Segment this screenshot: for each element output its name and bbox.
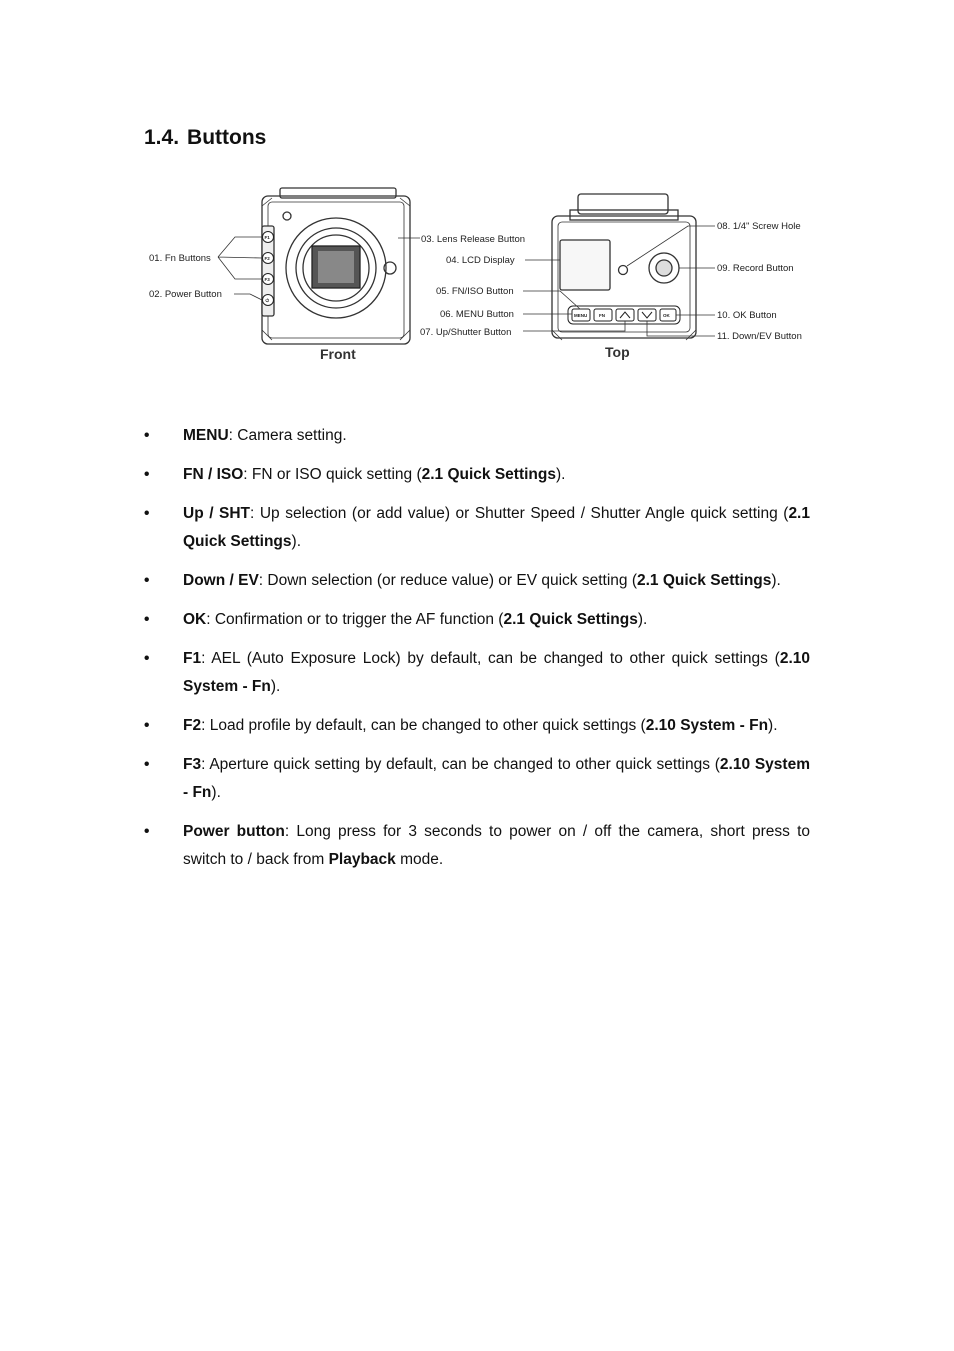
list-item: • F2: Load profile by default, can be changed to other quick settings (2.10 System - Fn).: [144, 712, 810, 740]
f1-button-text: F1: [264, 235, 270, 240]
f2-button-text: F2: [264, 256, 270, 261]
label-ok: 10. OK Button: [717, 310, 777, 321]
label-fn-buttons: 01. Fn Buttons: [149, 253, 211, 264]
section-heading: [144, 126, 266, 150]
front-caption: Front: [320, 346, 356, 362]
menu-button-text: MENU: [574, 313, 588, 318]
camera-buttons-diagram: [140, 180, 820, 380]
label-screw-hole: 08. 1/4" Screw Hole: [717, 221, 801, 232]
screw-hole: [619, 266, 628, 275]
label-down-ev: 11. Down/EV Button: [717, 331, 802, 342]
label-power-button: 02. Power Button: [149, 289, 222, 300]
power-button-symbol: ⏻: [265, 298, 270, 303]
ok-button-text: OK: [663, 313, 670, 318]
section-title: Buttons: [187, 126, 267, 149]
label-fn-iso: 05. FN/ISO Button: [436, 286, 514, 297]
list-item: • OK: Confirmation or to trigger the AF function (2.1 Quick Settings).: [144, 606, 810, 634]
top-caption: Top: [605, 344, 630, 360]
fn-button-text: FN: [599, 313, 605, 318]
label-menu: 06. MENU Button: [440, 309, 514, 320]
list-item: • Down / EV: Down selection (or reduce value) or EV quick setting (2.1 Quick Settings).: [144, 567, 810, 595]
down-ev-button[interactable]: [638, 309, 656, 321]
list-item: • Power button: Long press for 3 seconds to power on / off the camera, short press to switch to / back from Playback mode.: [144, 818, 810, 874]
list-item: • F1: AEL (Auto Exposure Lock) by default, can be changed to other quick settings (2.10 System - Fn).: [144, 645, 810, 701]
label-lcd-display: 04. LCD Display: [446, 255, 515, 266]
label-record: 09. Record Button: [717, 263, 794, 274]
up-shutter-button[interactable]: [616, 309, 634, 321]
section-number: 1.4.: [144, 126, 180, 149]
top-button-strip: [568, 306, 680, 324]
list-item: • Up / SHT: Up selection (or add value) or Shutter Speed / Shutter Angle quick setting (2.1 Quick Settings).: [144, 500, 810, 556]
camera-front-view: [262, 188, 410, 344]
f3-button-text: F3: [264, 277, 270, 282]
button-description-list: [144, 422, 810, 885]
lcd-display: [560, 240, 610, 290]
label-lens-release: 03. Lens Release Button: [421, 234, 526, 245]
list-item: • F3: Aperture quick setting by default, can be changed to other quick settings (2.10 System - Fn).: [144, 751, 810, 807]
label-up-shutter: 07. Up/Shutter Button: [420, 327, 512, 338]
list-item: • FN / ISO: FN or ISO quick setting (2.1 Quick Settings).: [144, 461, 810, 489]
list-item: • MENU: Camera setting.: [144, 422, 810, 450]
